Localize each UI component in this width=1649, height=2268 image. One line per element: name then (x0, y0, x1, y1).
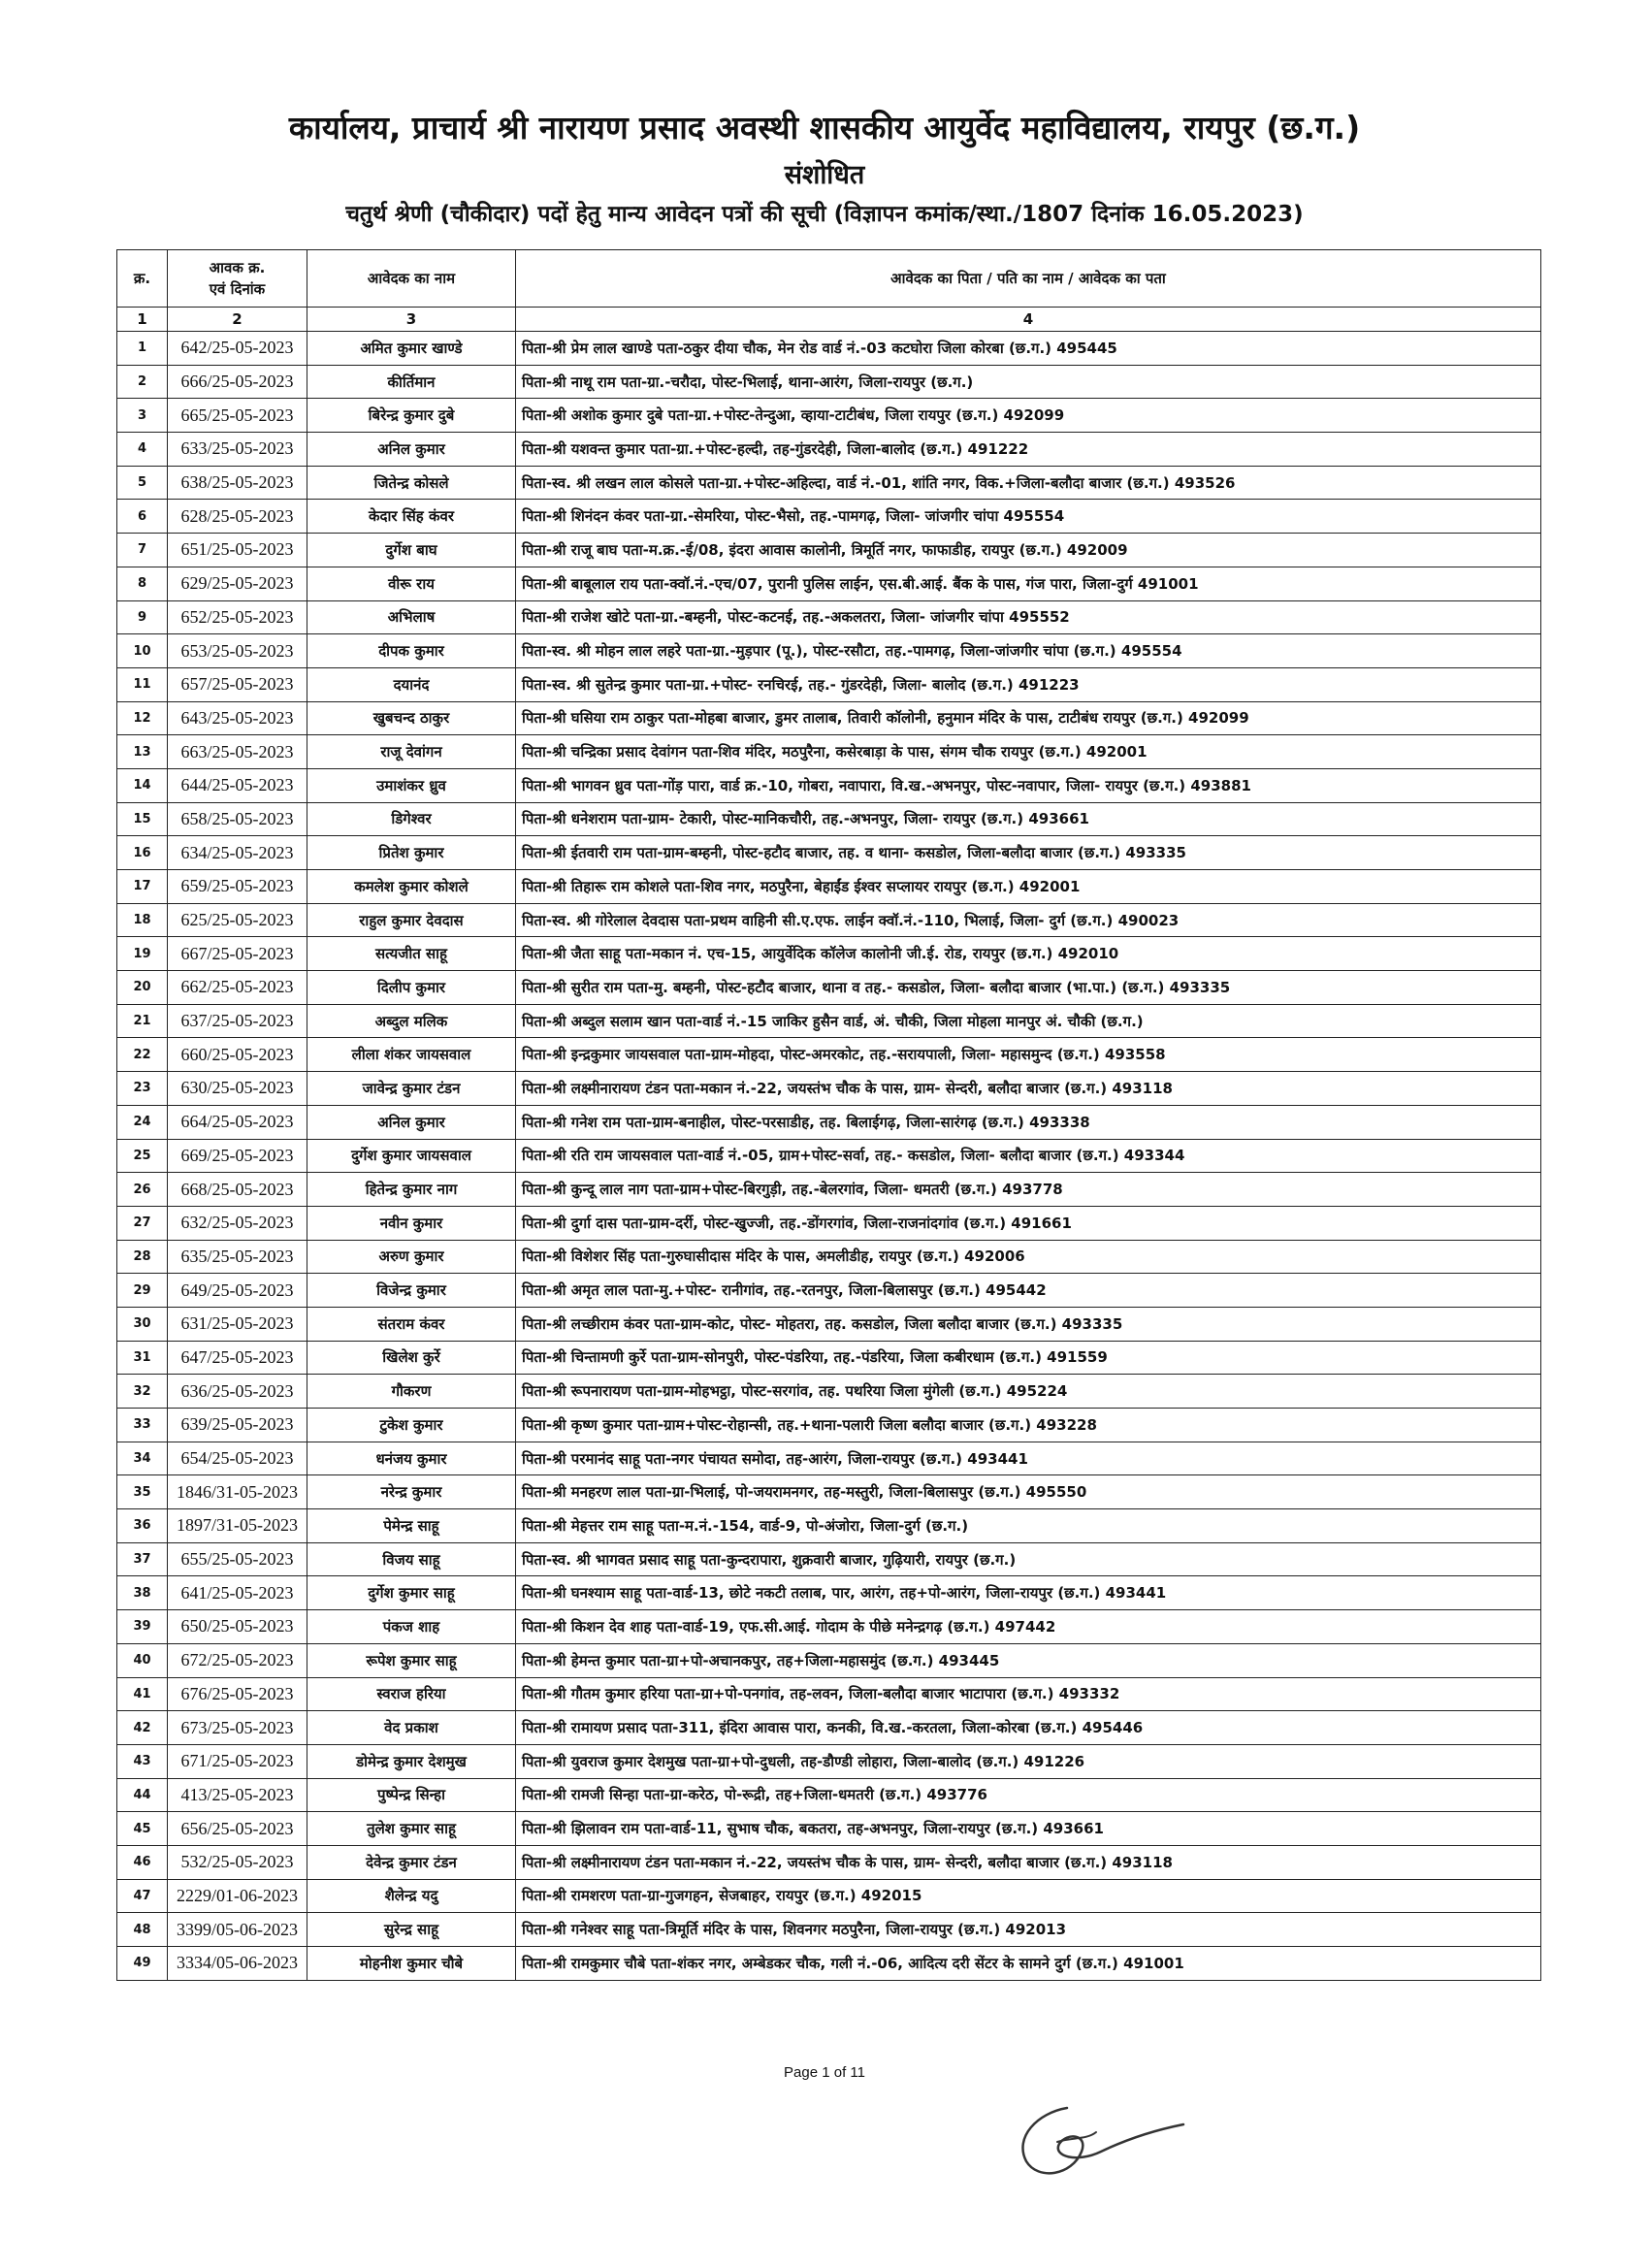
row-applicant-name: नवीन कुमार (307, 1206, 516, 1240)
row-sr: 35 (117, 1475, 168, 1509)
row-applicant-name: हितेन्द्र कुमार नाग (307, 1173, 516, 1207)
row-address: पिता-श्री ईतवारी राम पता-ग्राम-बम्हनी, पोस्ट-हटौद बाजार, तह. व थाना- कसडोल, जिला-बलौदा बाजार (छ.ग.) 493335 (516, 836, 1541, 870)
subject-line: चतुर्थ श्रेणी (चौकीदार) पदों हेतु मान्य आवेदन पत्रों की सूची (विज्ञापन कमांक/स्था./1807 दिनांक 16.05.2023) (345, 202, 1304, 227)
row-address: पिता-स्व. श्री सुतेन्द्र कुमार पता-ग्रा.+पोस्ट- रनचिरई, तह.- गुंडरदेही, जिला- बालोद (छ.ग.) 491223 (516, 667, 1541, 701)
row-applicant-name: शैलेन्द्र यदु (307, 1879, 516, 1913)
row-inward-no: 652/25-05-2023 (168, 600, 307, 634)
row-address: पिता-श्री मनहरण लाल पता-ग्रा-भिलाई, पो-जयरामनगर, तह-मस्तुरी, जिला-बिलासपुर (छ.ग.) 495550 (516, 1475, 1541, 1509)
row-sr: 8 (117, 567, 168, 600)
table-row (117, 332, 1541, 366)
row-applicant-name: संतराम कंवर (307, 1307, 516, 1341)
row-inward-no: 637/25-05-2023 (168, 1004, 307, 1038)
row-inward-no: 630/25-05-2023 (168, 1072, 307, 1106)
row-sr: 29 (117, 1274, 168, 1308)
row-applicant-name: दुर्गेश कुमार साहू (307, 1576, 516, 1610)
row-sr: 25 (117, 1139, 168, 1173)
row-applicant-name: अनिल कुमार (307, 433, 516, 467)
row-address: पिता-स्व. श्री मोहन लाल लहरे पता-ग्रा.-मुड़पार (पू.), पोस्ट-रसौटा, तह.-पामगढ़, जिला-जांजगीर चांपा (छ.ग.) 495554 (516, 634, 1541, 668)
row-sr: 20 (117, 971, 168, 1005)
col-inward-header (168, 250, 307, 308)
row-inward-no: 653/25-05-2023 (168, 634, 307, 668)
row-address: पिता-श्री परमानंद साहू पता-नगर पंचायत समोदा, तह-आरंग, जिला-रायपुर (छ.ग.) 493441 (516, 1442, 1541, 1475)
table-row (117, 1610, 1541, 1644)
row-applicant-name: राजू देवांगन (307, 735, 516, 769)
row-inward-no: 656/25-05-2023 (168, 1812, 307, 1846)
table-row (117, 1409, 1541, 1442)
row-address: पिता-श्री कुन्दू लाल नाग पता-ग्राम+पोस्ट-बिरगुड़ी, तह.-बेलरगांव, जिला- धमतरी (छ.ग.) 493778 (516, 1173, 1541, 1207)
table-row (117, 500, 1541, 534)
row-sr: 45 (117, 1812, 168, 1846)
row-applicant-name: टुकेश कुमार (307, 1409, 516, 1442)
row-inward-no: 669/25-05-2023 (168, 1139, 307, 1173)
table-row (117, 735, 1541, 769)
row-sr: 49 (117, 1947, 168, 1981)
row-inward-no: 647/25-05-2023 (168, 1341, 307, 1375)
row-inward-no: 631/25-05-2023 (168, 1307, 307, 1341)
table-row (117, 1240, 1541, 1274)
row-address: पिता-श्री मेहत्तर राम साहू पता-म.नं.-154, वार्ड-9, पो-अंजोरा, जिला-दुर्ग (छ.ग.) (516, 1509, 1541, 1543)
row-inward-no: 633/25-05-2023 (168, 433, 307, 467)
row-applicant-name: पेमेन्द्र साहू (307, 1509, 516, 1543)
table-row (117, 1947, 1541, 1981)
colnum: 3 (307, 308, 516, 332)
row-sr: 48 (117, 1913, 168, 1947)
row-applicant-name: राहुल कुमार देवदास (307, 903, 516, 937)
row-applicant-name: दुर्गेश कुमार जायसवाल (307, 1139, 516, 1173)
row-address: पिता-श्री अशोक कुमार दुबे पता-ग्रा.+पोस्ट-तेन्दुआ, व्हाया-टाटीबंध, जिला रायपुर (छ.ग.) 492099 (516, 399, 1541, 433)
row-address: पिता-श्री सुरीत राम पता-मु. बम्हनी, पोस्ट-हटौद बाजार, थाना व तह.- कसडोल, जिला- बलौदा बाजार (भा.पा.) (छ.ग.) 493335 (516, 971, 1541, 1005)
row-address: पिता-श्री चन्द्रिका प्रसाद देवांगन पता-शिव मंदिर, मठपुरैना, कसेरबाड़ा के पास, संगम चौक रायपुर (छ.ग.) 492001 (516, 735, 1541, 769)
row-sr: 4 (117, 433, 168, 467)
row-inward-no: 663/25-05-2023 (168, 735, 307, 769)
row-sr: 16 (117, 836, 168, 870)
table-row (117, 1004, 1541, 1038)
row-sr: 5 (117, 466, 168, 500)
row-applicant-name: कमलेश कुमार कोशले (307, 870, 516, 904)
row-inward-no: 650/25-05-2023 (168, 1610, 307, 1644)
row-applicant-name: प्रितेश कुमार (307, 836, 516, 870)
row-address: पिता-श्री भागवन ध्रुव पता-गोंड़ पारा, वार्ड क्र.-10, गोबरा, नवापारा, वि.ख.-अभनपुर, पोस्ट-नवापार, जिला- रायपुर (छ.ग.) 493881 (516, 768, 1541, 802)
row-applicant-name: गौकरण (307, 1375, 516, 1409)
office-title: कार्यालय, प्राचार्य श्री नारायण प्रसाद अवस्थी शासकीय आयुर्वेद महाविद्यालय, रायपुर (छ.ग.) (288, 109, 1361, 146)
row-applicant-name: कीर्तिमान (307, 365, 516, 399)
row-inward-no: 632/25-05-2023 (168, 1206, 307, 1240)
row-applicant-name: खुबचन्द ठाकुर (307, 701, 516, 735)
table-row (117, 836, 1541, 870)
table-row (117, 1711, 1541, 1745)
row-sr: 37 (117, 1542, 168, 1576)
row-applicant-name: जितेन्द्र कोसले (307, 466, 516, 500)
table-row (117, 534, 1541, 567)
row-applicant-name: डिगेश्वर (307, 802, 516, 836)
row-address: पिता-श्री अब्दुल सलाम खान पता-वार्ड नं.-15 जाकिर हुसैन वार्ड, अं. चौकी, जिला मोहला मानपुर अं. चौकी (छ.ग.) (516, 1004, 1541, 1038)
table-row (117, 1744, 1541, 1778)
row-inward-no: 654/25-05-2023 (168, 1442, 307, 1475)
col-sr-header: क्र. (117, 250, 168, 308)
row-address: पिता-श्री इन्द्रकुमार जायसवाल पता-ग्राम-मोहदा, पोस्ट-अमरकोट, तह.-सरायपाली, जिला- महासमुन्द (छ.ग.) 493558 (516, 1038, 1541, 1072)
table-row (117, 1072, 1541, 1106)
row-address: पिता-श्री विशेशर सिंह पता-गुरुघासीदास मंदिर के पास, अमलीडीह, रायपुर (छ.ग.) 492006 (516, 1240, 1541, 1274)
row-applicant-name: लीला शंकर जायसवाल (307, 1038, 516, 1072)
row-applicant-name: वेद प्रकाश (307, 1711, 516, 1745)
row-applicant-name: खिलेश कुर्रे (307, 1341, 516, 1375)
row-applicant-name: सत्यजीत साहू (307, 937, 516, 971)
row-sr: 38 (117, 1576, 168, 1610)
signature-icon (999, 2084, 1193, 2200)
row-inward-no: 629/25-05-2023 (168, 567, 307, 600)
table-row (117, 802, 1541, 836)
row-sr: 32 (117, 1375, 168, 1409)
row-inward-no: 667/25-05-2023 (168, 937, 307, 971)
row-sr: 13 (117, 735, 168, 769)
table-row (117, 971, 1541, 1005)
row-sr: 26 (117, 1173, 168, 1207)
row-sr: 18 (117, 903, 168, 937)
row-applicant-name: धनंजय कुमार (307, 1442, 516, 1475)
row-applicant-name: बिरेन्द्र कुमार दुबे (307, 399, 516, 433)
row-address: पिता-श्री रूपनारायण पता-ग्राम-मोहभट्ठा, पोस्ट-सरगांव, तह. पथरिया जिला मुंगेली (छ.ग.) 495224 (516, 1375, 1541, 1409)
table-row (117, 1038, 1541, 1072)
row-sr: 15 (117, 802, 168, 836)
table-row (117, 1341, 1541, 1375)
row-inward-no: 643/25-05-2023 (168, 701, 307, 735)
table-row (117, 1778, 1541, 1812)
row-inward-no: 666/25-05-2023 (168, 365, 307, 399)
row-inward-no: 660/25-05-2023 (168, 1038, 307, 1072)
row-applicant-name: दयानंद (307, 667, 516, 701)
row-sr: 42 (117, 1711, 168, 1745)
row-applicant-name: मोहनीश कुमार चौबे (307, 1947, 516, 1981)
table-row (117, 1677, 1541, 1711)
row-inward-no: 413/25-05-2023 (168, 1778, 307, 1812)
row-address: पिता-श्री रामशरण पता-ग्रा-गुजगहन, सेजबाहर, रायपुर (छ.ग.) 492015 (516, 1879, 1541, 1913)
table-row (117, 768, 1541, 802)
row-applicant-name: नरेन्द्र कुमार (307, 1475, 516, 1509)
table-row (117, 634, 1541, 668)
row-inward-no: 649/25-05-2023 (168, 1274, 307, 1308)
applicants-table (116, 249, 1541, 1981)
row-sr: 11 (117, 667, 168, 701)
table-row (117, 1173, 1541, 1207)
row-sr: 23 (117, 1072, 168, 1106)
row-address: पिता-श्री रामायण प्रसाद पता-311, इंदिरा आवास पारा, कनकी, वि.ख.-करतला, जिला-कोरबा (छ.ग.) 495446 (516, 1711, 1541, 1745)
table-row (117, 701, 1541, 735)
table-row (117, 870, 1541, 904)
row-address: पिता-श्री लच्छीराम कंवर पता-ग्राम-कोट, पोस्ट- मोहतरा, तह. कसडोल, जिला बलौदा बाजार (छ.ग.) 493335 (516, 1307, 1541, 1341)
row-address: पिता-श्री रति राम जायसवाल पता-वार्ड नं.-05, ग्राम+पोस्ट-सर्वा, तह.- कसडोल, जिला- बलौदा बाजार (छ.ग.) 493344 (516, 1139, 1541, 1173)
row-address: पिता-श्री गनेश राम पता-ग्राम-बनाहील, पोस्ट-परसाडीह, तह. बिलाईगढ़, जिला-सारंगढ़ (छ.ग.) 493338 (516, 1105, 1541, 1139)
row-address: पिता-स्व. श्री गोरेलाल देवदास पता-प्रथम वाहिनी सी.ए.एफ. लाईन क्वॉ.नं.-110, भिलाई, जिला- दुर्ग (छ.ग.) 490023 (516, 903, 1541, 937)
row-sr: 2 (117, 365, 168, 399)
colnum: 4 (516, 308, 1541, 332)
row-applicant-name: पंकज शाह (307, 1610, 516, 1644)
row-address: पिता-श्री रामकुमार चौबे पता-शंकर नगर, अम्बेडकर चौक, गली नं.-06, आदित्य दरी सेंटर के सामने दुर्ग (छ.ग.) 491001 (516, 1947, 1541, 1981)
row-sr: 31 (117, 1341, 168, 1375)
row-applicant-name: केदार सिंह कंवर (307, 500, 516, 534)
page-number: Page 1 of 11 (784, 2064, 865, 2081)
table-row (117, 1274, 1541, 1308)
row-address: पिता-स्व. श्री भागवत प्रसाद साहू पता-कुन्दरापारा, शुक्रवारी बाजार, गुढ़ियारी, रायपुर (छ.ग.) (516, 1542, 1541, 1576)
row-sr: 17 (117, 870, 168, 904)
row-inward-no: 672/25-05-2023 (168, 1643, 307, 1677)
row-sr: 24 (117, 1105, 168, 1139)
row-address: पिता-श्री अमृत लाल पता-मु.+पोस्ट- रानीगांव, तह.-रतनपुर, जिला-बिलासपुर (छ.ग.) 495442 (516, 1274, 1541, 1308)
row-address: पिता-श्री किशन देव शाह पता-वार्ड-19, एफ.सी.आई. गोदाम के पीछे मनेन्द्रगढ़ (छ.ग.) 497442 (516, 1610, 1541, 1644)
table-row (117, 466, 1541, 500)
row-inward-no: 657/25-05-2023 (168, 667, 307, 701)
row-inward-no: 639/25-05-2023 (168, 1409, 307, 1442)
row-sr: 6 (117, 500, 168, 534)
table-row (117, 1542, 1541, 1576)
row-address: पिता-श्री कृष्ण कुमार पता-ग्राम+पोस्ट-रोहान्सी, तह.+थाना-पलारी जिला बलौदा बाजार (छ.ग.) 493228 (516, 1409, 1541, 1442)
row-sr: 44 (117, 1778, 168, 1812)
row-address: पिता-श्री नाथू राम पता-ग्रा.-चरौदा, पोस्ट-भिलाई, थाना-आरंग, जिला-रायपुर (छ.ग.) (516, 365, 1541, 399)
row-applicant-name: विजेन्द्र कुमार (307, 1274, 516, 1308)
row-sr: 27 (117, 1206, 168, 1240)
row-sr: 28 (117, 1240, 168, 1274)
row-address: पिता-श्री युवराज कुमार देशमुख पता-ग्रा+पो-दुधली, तह-डौण्डी लोहारा, जिला-बालोद (छ.ग.) 491226 (516, 1744, 1541, 1778)
table-row (117, 433, 1541, 467)
row-inward-no: 676/25-05-2023 (168, 1677, 307, 1711)
table-row (117, 1812, 1541, 1846)
row-sr: 30 (117, 1307, 168, 1341)
row-inward-no: 628/25-05-2023 (168, 500, 307, 534)
row-sr: 1 (117, 332, 168, 366)
row-applicant-name: विजय साहू (307, 1542, 516, 1576)
row-applicant-name: पुष्पेन्द्र सिन्हा (307, 1778, 516, 1812)
row-applicant-name: अभिलाष (307, 600, 516, 634)
row-inward-no: 2229/01-06-2023 (168, 1879, 307, 1913)
table-row (117, 567, 1541, 600)
row-address: पिता-श्री धनेशराम पता-ग्राम- टेकारी, पोस्ट-मानिकचौरी, तह.-अभनपुर, जिला- रायपुर (छ.ग.) 493661 (516, 802, 1541, 836)
row-inward-no: 662/25-05-2023 (168, 971, 307, 1005)
table-row (117, 1105, 1541, 1139)
row-address: पिता-श्री राजू बाघ पता-म.क्र.-ई/08, इंदरा आवास कालोनी, त्रिमूर्ति नगर, फाफाडीह, रायपुर (छ.ग.) 492009 (516, 534, 1541, 567)
row-address: पिता-श्री शिनंदन कंवर पता-ग्रा.-सेमरिया, पोस्ट-भैसो, तह.-पामगढ़, जिला- जांजगीर चांपा 495554 (516, 500, 1541, 534)
row-sr: 46 (117, 1845, 168, 1879)
table-row (117, 1879, 1541, 1913)
row-sr: 21 (117, 1004, 168, 1038)
table-row (117, 667, 1541, 701)
col-inward-header-line1: आवक क्र. (209, 259, 266, 276)
row-applicant-name: स्वराज हरिया (307, 1677, 516, 1711)
row-inward-no: 3334/05-06-2023 (168, 1947, 307, 1981)
table-row (117, 1307, 1541, 1341)
row-sr: 43 (117, 1744, 168, 1778)
col-name-header: आवेदक का नाम (307, 250, 516, 308)
row-sr: 34 (117, 1442, 168, 1475)
row-address: पिता-श्री यशवन्त कुमार पता-ग्रा.+पोस्ट-हल्दी, तह-गुंडरदेही, जिला-बालोद (छ.ग.) 491222 (516, 433, 1541, 467)
table-row (117, 1913, 1541, 1947)
row-inward-no: 634/25-05-2023 (168, 836, 307, 870)
row-inward-no: 673/25-05-2023 (168, 1711, 307, 1745)
row-sr: 40 (117, 1643, 168, 1677)
table-row (117, 1643, 1541, 1677)
row-sr: 47 (117, 1879, 168, 1913)
row-inward-no: 1897/31-05-2023 (168, 1509, 307, 1543)
row-sr: 39 (117, 1610, 168, 1644)
col-inward-header-line2: एवं दिनांक (209, 280, 266, 298)
row-inward-no: 671/25-05-2023 (168, 1744, 307, 1778)
row-applicant-name: दीपक कुमार (307, 634, 516, 668)
row-inward-no: 644/25-05-2023 (168, 768, 307, 802)
table-row (117, 1206, 1541, 1240)
row-sr: 22 (117, 1038, 168, 1072)
row-address: पिता-श्री बाबूलाल राय पता-क्वॉ.नं.-एच/07, पुरानी पुलिस लाईन, एस.बी.आई. बैंक के पास, गंज पारा, जिला-दुर्ग 491001 (516, 567, 1541, 600)
table-row (117, 1475, 1541, 1509)
row-applicant-name: देवेन्द्र कुमार टंडन (307, 1845, 516, 1879)
row-inward-no: 641/25-05-2023 (168, 1576, 307, 1610)
table-row (117, 600, 1541, 634)
row-address: पिता-श्री चिन्तामणी कुर्रे पता-ग्राम-सोनपुरी, पोस्ट-पंडरिया, तह.-पंडरिया, जिला कबीरधाम (छ.ग.) 491559 (516, 1341, 1541, 1375)
colnum: 2 (168, 308, 307, 332)
colnum: 1 (117, 308, 168, 332)
row-address: पिता-श्री दुर्गा दास पता-ग्राम-दर्री, पोस्ट-खुज्जी, तह.-डोंगरगांव, जिला-राजनांदगांव (छ.ग.) 491661 (516, 1206, 1541, 1240)
table-row (117, 1375, 1541, 1409)
row-address: पिता-श्री गनेश्वर साहू पता-त्रिमूर्ति मंदिर के पास, शिवनगर मठपुरैना, जिला-रायपुर (छ.ग.) 492013 (516, 1913, 1541, 1947)
row-applicant-name: अरुण कुमार (307, 1240, 516, 1274)
col-address-header: आवेदक का पिता / पति का नाम / आवेदक का पता (516, 250, 1541, 308)
row-address: पिता-श्री घसिया राम ठाकुर पता-मोहबा बाजार, डुमर तालाब, तिवारी कॉलोनी, हनुमान मंदिर के पास, टाटीबंध रायपुर (छ.ग.) 492099 (516, 701, 1541, 735)
row-applicant-name: वीरू राय (307, 567, 516, 600)
row-applicant-name: जावेन्द्र कुमार टंडन (307, 1072, 516, 1106)
table-colnum-row (117, 308, 1541, 332)
row-inward-no: 668/25-05-2023 (168, 1173, 307, 1207)
row-sr: 9 (117, 600, 168, 634)
row-address: पिता-श्री गौतम कुमार हरिया पता-ग्रा+पो-पनगांव, तह-लवन, जिला-बलौदा बाजार भाटापारा (छ.ग.) 493332 (516, 1677, 1541, 1711)
row-sr: 33 (117, 1409, 168, 1442)
row-applicant-name: उमाशंकर ध्रुव (307, 768, 516, 802)
row-inward-no: 638/25-05-2023 (168, 466, 307, 500)
row-inward-no: 659/25-05-2023 (168, 870, 307, 904)
table-row (117, 1576, 1541, 1610)
row-address: पिता-श्री जैता साहू पता-मकान नं. एच-15, आयुर्वेदिक कॉलेज कालोनी जी.ई. रोड, रायपुर (छ.ग.) 492010 (516, 937, 1541, 971)
table-row (117, 399, 1541, 433)
row-sr: 19 (117, 937, 168, 971)
row-inward-no: 665/25-05-2023 (168, 399, 307, 433)
table-header-row (117, 250, 1541, 308)
row-inward-no: 1846/31-05-2023 (168, 1475, 307, 1509)
row-inward-no: 664/25-05-2023 (168, 1105, 307, 1139)
row-inward-no: 635/25-05-2023 (168, 1240, 307, 1274)
row-address: पिता-स्व. श्री लखन लाल कोसले पता-ग्रा.+पोस्ट-अहिल्दा, वार्ड नं.-01, शांति नगर, विक.+जिला-बलौदा बाजार (छ.ग.) 493526 (516, 466, 1541, 500)
row-applicant-name: रूपेश कुमार साहू (307, 1643, 516, 1677)
row-address: पिता-श्री राजेश खोटे पता-ग्रा.-बम्हनी, पोस्ट-कटनई, तह.-अकलतरा, जिला- जांजगीर चांपा 495552 (516, 600, 1541, 634)
row-applicant-name: दुर्गेश बाघ (307, 534, 516, 567)
row-applicant-name: अनिल कुमार (307, 1105, 516, 1139)
row-inward-no: 3399/05-06-2023 (168, 1913, 307, 1947)
row-applicant-name: सुरेन्द्र साहू (307, 1913, 516, 1947)
row-address: पिता-श्री प्रेम लाल खाण्डे पता-ठकुर दीया चौक, मेन रोड वार्ड नं.-03 कटघोरा जिला कोरबा (छ.ग.) 495445 (516, 332, 1541, 366)
row-address: पिता-श्री रामजी सिन्हा पता-ग्रा-करेठ, पो-रूद्री, तह+जिला-धमतरी (छ.ग.) 493776 (516, 1778, 1541, 1812)
row-sr: 12 (117, 701, 168, 735)
row-inward-no: 655/25-05-2023 (168, 1542, 307, 1576)
row-inward-no: 625/25-05-2023 (168, 903, 307, 937)
row-inward-no: 532/25-05-2023 (168, 1845, 307, 1879)
table-body (117, 332, 1541, 1981)
row-address: पिता-श्री लक्ष्मीनारायण टंडन पता-मकान नं.-22, जयस्तंभ चौक के पास, ग्राम- सेन्दरी, बलौदा बाजार (छ.ग.) 493118 (516, 1072, 1541, 1106)
row-applicant-name: अब्दुल मलिक (307, 1004, 516, 1038)
row-applicant-name: अमित कुमार खाण्डे (307, 332, 516, 366)
row-inward-no: 651/25-05-2023 (168, 534, 307, 567)
row-inward-no: 642/25-05-2023 (168, 332, 307, 366)
status-label: संशोधित (784, 160, 865, 190)
table-row (117, 365, 1541, 399)
row-sr: 10 (117, 634, 168, 668)
row-address: पिता-श्री झिलावन राम पता-वार्ड-11, सुभाष चौक, बकतरा, तह-अभनपुर, जिला-रायपुर (छ.ग.) 493661 (516, 1812, 1541, 1846)
row-applicant-name: तुलेश कुमार साहू (307, 1812, 516, 1846)
row-sr: 7 (117, 534, 168, 567)
row-address: पिता-श्री तिहारू राम कोशले पता-शिव नगर, मठपुरैना, बेहाईंड ईश्वर सप्लायर रायपुर (छ.ग.) 492001 (516, 870, 1541, 904)
row-sr: 14 (117, 768, 168, 802)
row-sr: 3 (117, 399, 168, 433)
table-row (117, 1845, 1541, 1879)
row-inward-no: 636/25-05-2023 (168, 1375, 307, 1409)
table-row (117, 1509, 1541, 1543)
row-applicant-name: डोमेन्द्र कुमार देशमुख (307, 1744, 516, 1778)
row-sr: 41 (117, 1677, 168, 1711)
table-row (117, 937, 1541, 971)
row-address: पिता-श्री लक्ष्मीनारायण टंडन पता-मकान नं.-22, जयस्तंभ चौक के पास, ग्राम- सेन्दरी, बलौदा बाजार (छ.ग.) 493118 (516, 1845, 1541, 1879)
row-address: पिता-श्री हेमन्त कुमार पता-ग्रा+पो-अचानकपुर, तह+जिला-महासमुंद (छ.ग.) 493445 (516, 1643, 1541, 1677)
table-row (117, 1139, 1541, 1173)
row-address: पिता-श्री घनश्याम साहू पता-वार्ड-13, छोटे नकटी तलाब, पार, आरंग, तह+पो-आरंग, जिला-रायपुर (छ.ग.) 493441 (516, 1576, 1541, 1610)
table-row (117, 903, 1541, 937)
row-sr: 36 (117, 1509, 168, 1543)
row-inward-no: 658/25-05-2023 (168, 802, 307, 836)
table-row (117, 1442, 1541, 1475)
row-applicant-name: दिलीप कुमार (307, 971, 516, 1005)
